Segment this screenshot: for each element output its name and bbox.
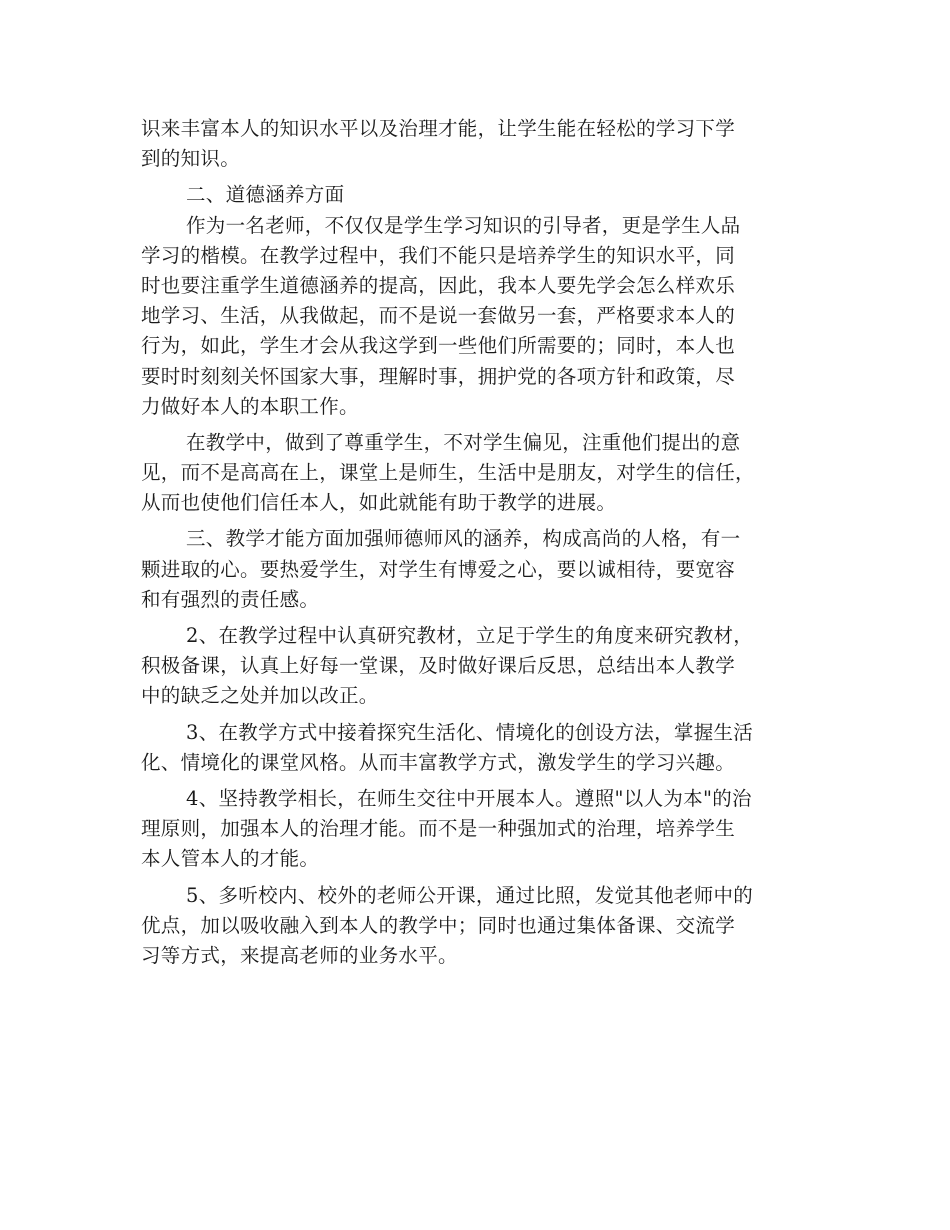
text-line: 识来丰富本人的知识水平以及治理才能，让学生能在轻松的学习下学 (141, 117, 736, 140)
text-line: 到的知识。 (141, 147, 241, 171)
text-line: 优点，加以吸收融入到本人的教学中；同时也通过集体备课、交流学 (141, 913, 736, 937)
section-heading: 二、道德涵养方面 (186, 183, 345, 207)
list-item-2: 2、在教学过程中认真研究教材，立足于学生的角度来研究教材， (186, 624, 754, 647)
text-line: 本人管本人的才能。 (141, 847, 320, 871)
list-item-5: 5、多听校内、校外的老师公开课，通过比照，发觉其他老师中的 (186, 883, 754, 907)
document-body (141, 114, 831, 971)
text-line: 要时时刻刻关怀国家大事，理解时事，拥护党的各项方针和政策，尽 (141, 364, 736, 388)
text-line: 在教学中，做到了尊重学生，不对学生偏见，注重他们提出的意 (186, 430, 741, 454)
text-line: 中的缺乏之处并加以改正。 (141, 684, 379, 708)
text-line: 行为，如此，学生才会从我这学到一些他们所需要的；同时，本人也 (141, 334, 736, 358)
list-item-3: 3、在教学方式中接着探究生活化、情境化的创设方法，掌握生活 (186, 720, 754, 744)
text-line: 时也要注重学生道德涵养的提高，因此，我本人要先学会怎么样欢乐 (141, 273, 736, 297)
text-line: 积极备课，认真上好每一堂课，及时做好课后反思，总结出本人教学 (141, 654, 736, 678)
text-line: 作为一名老师，不仅仅是学生学习知识的引导者，更是学生人品 (186, 213, 741, 237)
text-line: 理原则，加强本人的治理才能。而不是一种强加式的治理，培养学生 (141, 817, 736, 841)
text-line: 和有强烈的责任感。 (141, 587, 320, 611)
text-line: 地学习、生活，从我做起，而不是说一套做另一套，严格要求本人的 (141, 304, 736, 328)
text-line: 力做好本人的本职工作。 (141, 394, 359, 418)
text-line: 学习的楷模。在教学过程中，我们不能只是培养学生的知识水平，同 (141, 243, 736, 267)
text-line: 见，而不是高高在上，课堂上是师生，生活中是朋友，对学生的信任， (141, 461, 755, 485)
text-line: 化、情境化的课堂风格。从而丰富教学方式，激发学生的学习兴趣。 (141, 750, 736, 774)
text-line: 颗进取的心。要热爱学生，对学生有博爱之心，要以诚相待，要宽容 (141, 557, 736, 581)
list-item-4: 4、坚持教学相长，在师生交往中开展本人。遵照"以人为本"的治 (186, 786, 752, 810)
text-line: 习等方式，来提高老师的业务水平。 (141, 943, 458, 967)
section-heading: 三、教学才能方面加强师德师风的涵养，构成高尚的人格，有一 (186, 527, 741, 551)
text-line: 从而也使他们信任本人，如此就能有助于教学的进展。 (141, 491, 617, 515)
